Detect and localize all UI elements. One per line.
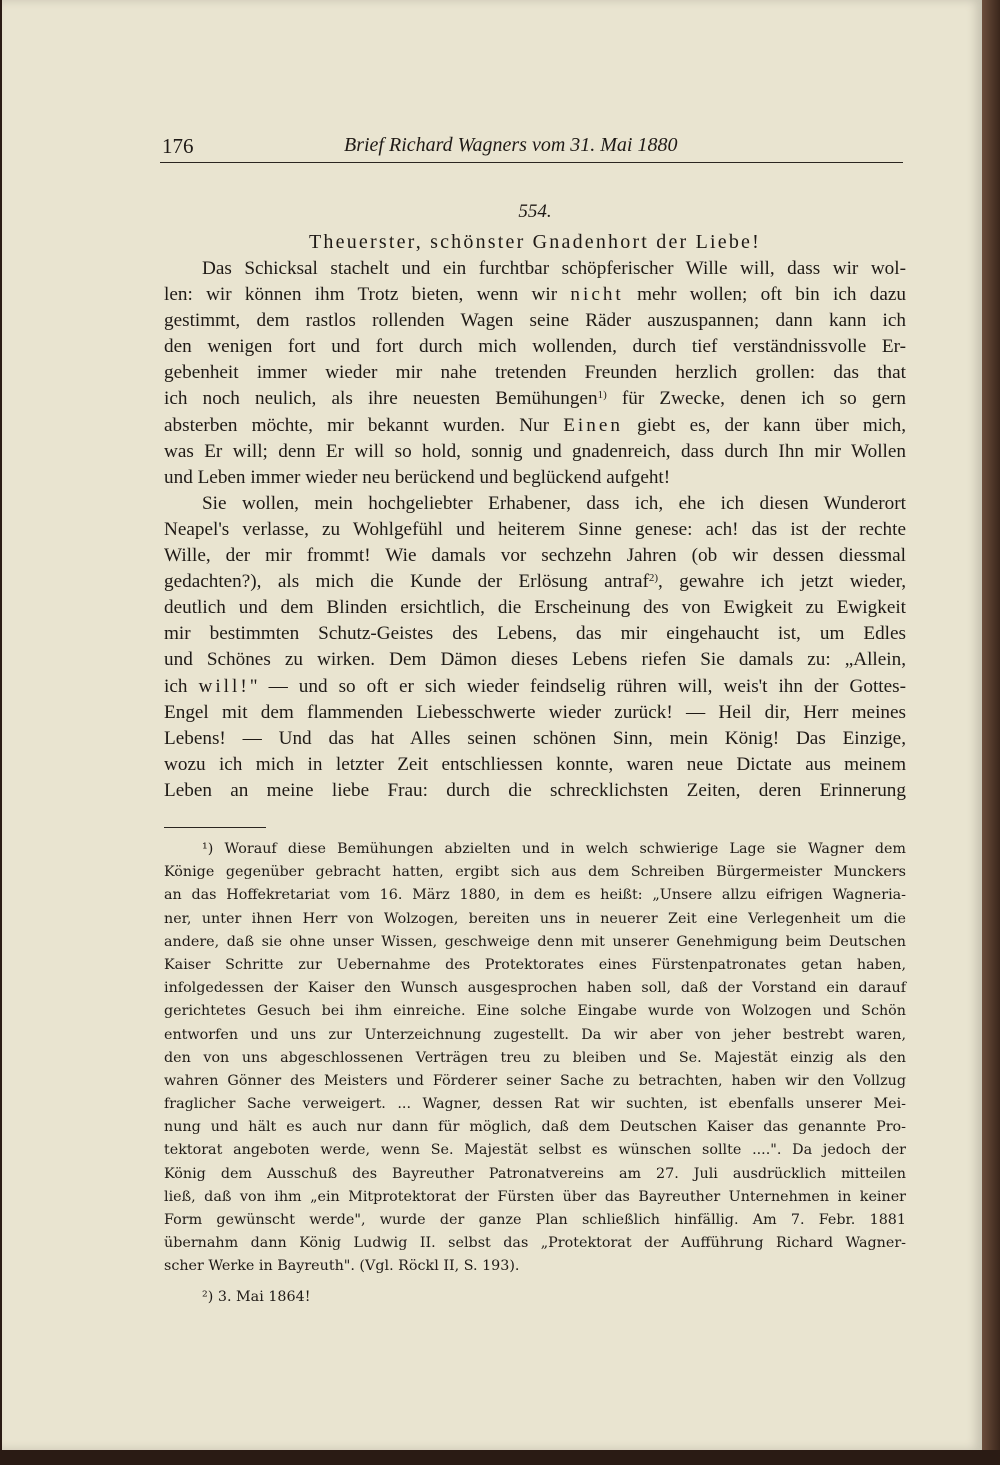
footnote-line: ließ, daß von ihm „ein Mitprotektorat der Fürsten über das Bayreuther Unternehmen in keiner [164,1188,906,1205]
page-number: 176 [162,134,194,158]
text-line: ich will!" — und so oft er sich wieder feindselig rühren will, weis't ihn der Gottes- [164,675,907,697]
footnote-line: König dem Ausschuß des Bayreuther Patronatvereins am 27. Juli ausdrücklich mitteilen [164,1165,906,1182]
text-line: Engel mit dem flammenden Liebesschwerte wieder zurück! — Heil dir, Herr meines [164,701,906,723]
salutation: Theuerster, schönster Gnadenhort der Liebe! [309,231,761,253]
text-line: was Er will; denn Er will so hold, sonnig und gnadenreich, dass durch Ihn mir Wollen [164,440,906,462]
footnote-line: Kaiser Schritte zur Uebernahme des Protektorates eines Fürstenpatronates getan haben, [164,956,906,973]
page-edge-shadow [982,0,1000,1465]
footnote-ref: 2) [648,572,659,585]
text-line: Lebens! — Und das hat Alles seinen schönen Sinn, mein König! Das Einzige, [164,727,906,749]
footnote-ref: 1) [597,389,607,402]
footnote-line: andere, daß sie ohne unser Wissen, geschweige denn mit unserer Genehmigung beim Deutschen [164,933,906,950]
footnote-line: Könige gegenüber gebracht hatten, ergibt sich aus dem Schreiben Bürgermeister Munckers [164,864,906,881]
letter-body [164,196,906,804]
footnote-line: den von uns abgeschlossenen Verträgen treu zu bleiben und Se. Majestät einzig als den [164,1049,906,1066]
footnote-line: entworfen und uns zur Unterzeichnung zugestellt. Da wir aber von jeher bestrebt waren, [164,1026,906,1043]
text-line: gestimmt, dem rastlos rollenden Wagen seine Räder auszuspannen; dann kann ich [164,310,906,332]
running-header [160,132,903,163]
text-line: den wenigen fort und fort durch mich wollenden, durch tief verständnissvolle Er- [164,336,906,358]
text-line: ich noch neulich, als ihre neuesten Bemühungen$^{1)}$ für Zwecke, denen ich so gern [164,388,906,410]
footnote-line: gerichtetes Gesuch bei ihm einreiche. Eine solche Eingabe wurde von Wolzogen und Schön [164,1003,906,1020]
text-line: Das Schicksal stachelt und ein furchtbar schöpferischer Wille will, dass wir wol- [202,258,906,279]
text-line: gedachten?), als mich die Kunde der Erlösung antraf$^{2)}$, gewahre ich jetzt wieder, [164,571,906,593]
footnote-line: an das Hoffekretariat vom 16. März 1880, in dem es heißt: „Unsere allzu eifrigen Wagneria- [164,887,906,904]
text-line: Sie wollen, mein hochgeliebter Erhabener, dass ich, ehe ich diesen Wunderort [202,492,906,514]
text-line: und Leben immer wieder neu berückend und beglückend aufgeht! [164,466,671,488]
text-line: und Schönes zu wirken. Dem Dämon dieses Lebens riefen Sie damals zu: „Allein, [164,649,906,671]
emphasis: nicht [570,284,624,306]
footnote-line: ¹) Worauf diese Bemühungen abzielten und in welch schwierige Lage sie Wagner dem [202,841,906,857]
text-line: absterben möchte, mir bekannt wurden. Nur Einen giebt es, der kann über mich, [164,414,907,436]
text-line: len: wir können ihm Trotz bieten, wenn wir nicht mehr wollen; oft bin ich dazu [164,284,907,306]
footnote-line: ner, unter ihnen Herr von Wolzogen, bereiten uns in neuerer Zeit eine Verlegenheit um die [164,910,906,927]
book-page [2,0,982,1450]
footnote-line: scher Werke in Bayreuth". (Vgl. Röckl II, S. 193). [164,1258,520,1275]
text-line: mir bestimmten Schutz-Geistes des Lebens, das mir eingehaucht ist, um Edles [164,623,906,645]
emphasis: will! [198,675,250,697]
running-head-title: Brief Richard Wagners vom 31. Mai 1880 [344,134,678,156]
letter-number: 554. [518,201,552,222]
footnote-line: tektorat angeboten werde, wenn Se. Majestät selbst es wünschen sollte ....". Da jedoch der [164,1142,906,1159]
text-line: Neapel's verlasse, zu Wohlgefühl und heiterem Sinne genese: ach! das ist der rechte [164,518,906,540]
footnote-2: ²) 3. Mai 1864! [202,1288,311,1305]
footnote-line: fraglicher Sache verweigert. ... Wagner, dessen Rat wir suchten, ist ebenfalls unserer Mei- [164,1096,906,1113]
text-line: Leben an meine liebe Frau: durch die schrecklichsten Zeiten, deren Erinnerung [164,779,906,801]
text-line: wozu ich mich in letzter Zeit entschliessen konnte, waren neue Dictate aus meinem [164,753,906,775]
emphasis: Einen [563,414,623,436]
footnote-line: Form gewünscht werde", wurde der ganze Plan schließlich hinfällig. Am 7. Febr. 1881 [164,1212,906,1228]
footnote-line: infolgedessen der Kaiser den Wunsch ausgesprochen haben soll, daß der Vorstand ein darauf [164,980,906,997]
footnotes [164,838,906,1309]
text-line: Wille, der mir frommt! Wie damals vor sechzehn Jahren (ob wir dessen diessmal [164,545,906,567]
scan-border [0,1450,1000,1465]
footnote-divider [164,827,266,828]
text-line: deutlich und dem Blinden ersichtlich, die Erscheinung des von Ewigkeit zu Ewigkeit [164,597,906,619]
text-line: gebenheit immer wieder mir nahe tretenden Freunden herzlich grollen: das that [164,362,906,384]
footnote-line: wahren Gönner des Meisters und Förderer seiner Sache zu betrachten, haben wir den Vollzug [164,1072,906,1089]
footnote-line: übernahm dann König Ludwig II. selbst das „Protektorat der Aufführung Richard Wagner- [164,1235,906,1252]
footnote-line: nung und hält es auch nur dann für möglich, daß dem Deutschen Kaiser das genannte Pro- [164,1119,906,1136]
